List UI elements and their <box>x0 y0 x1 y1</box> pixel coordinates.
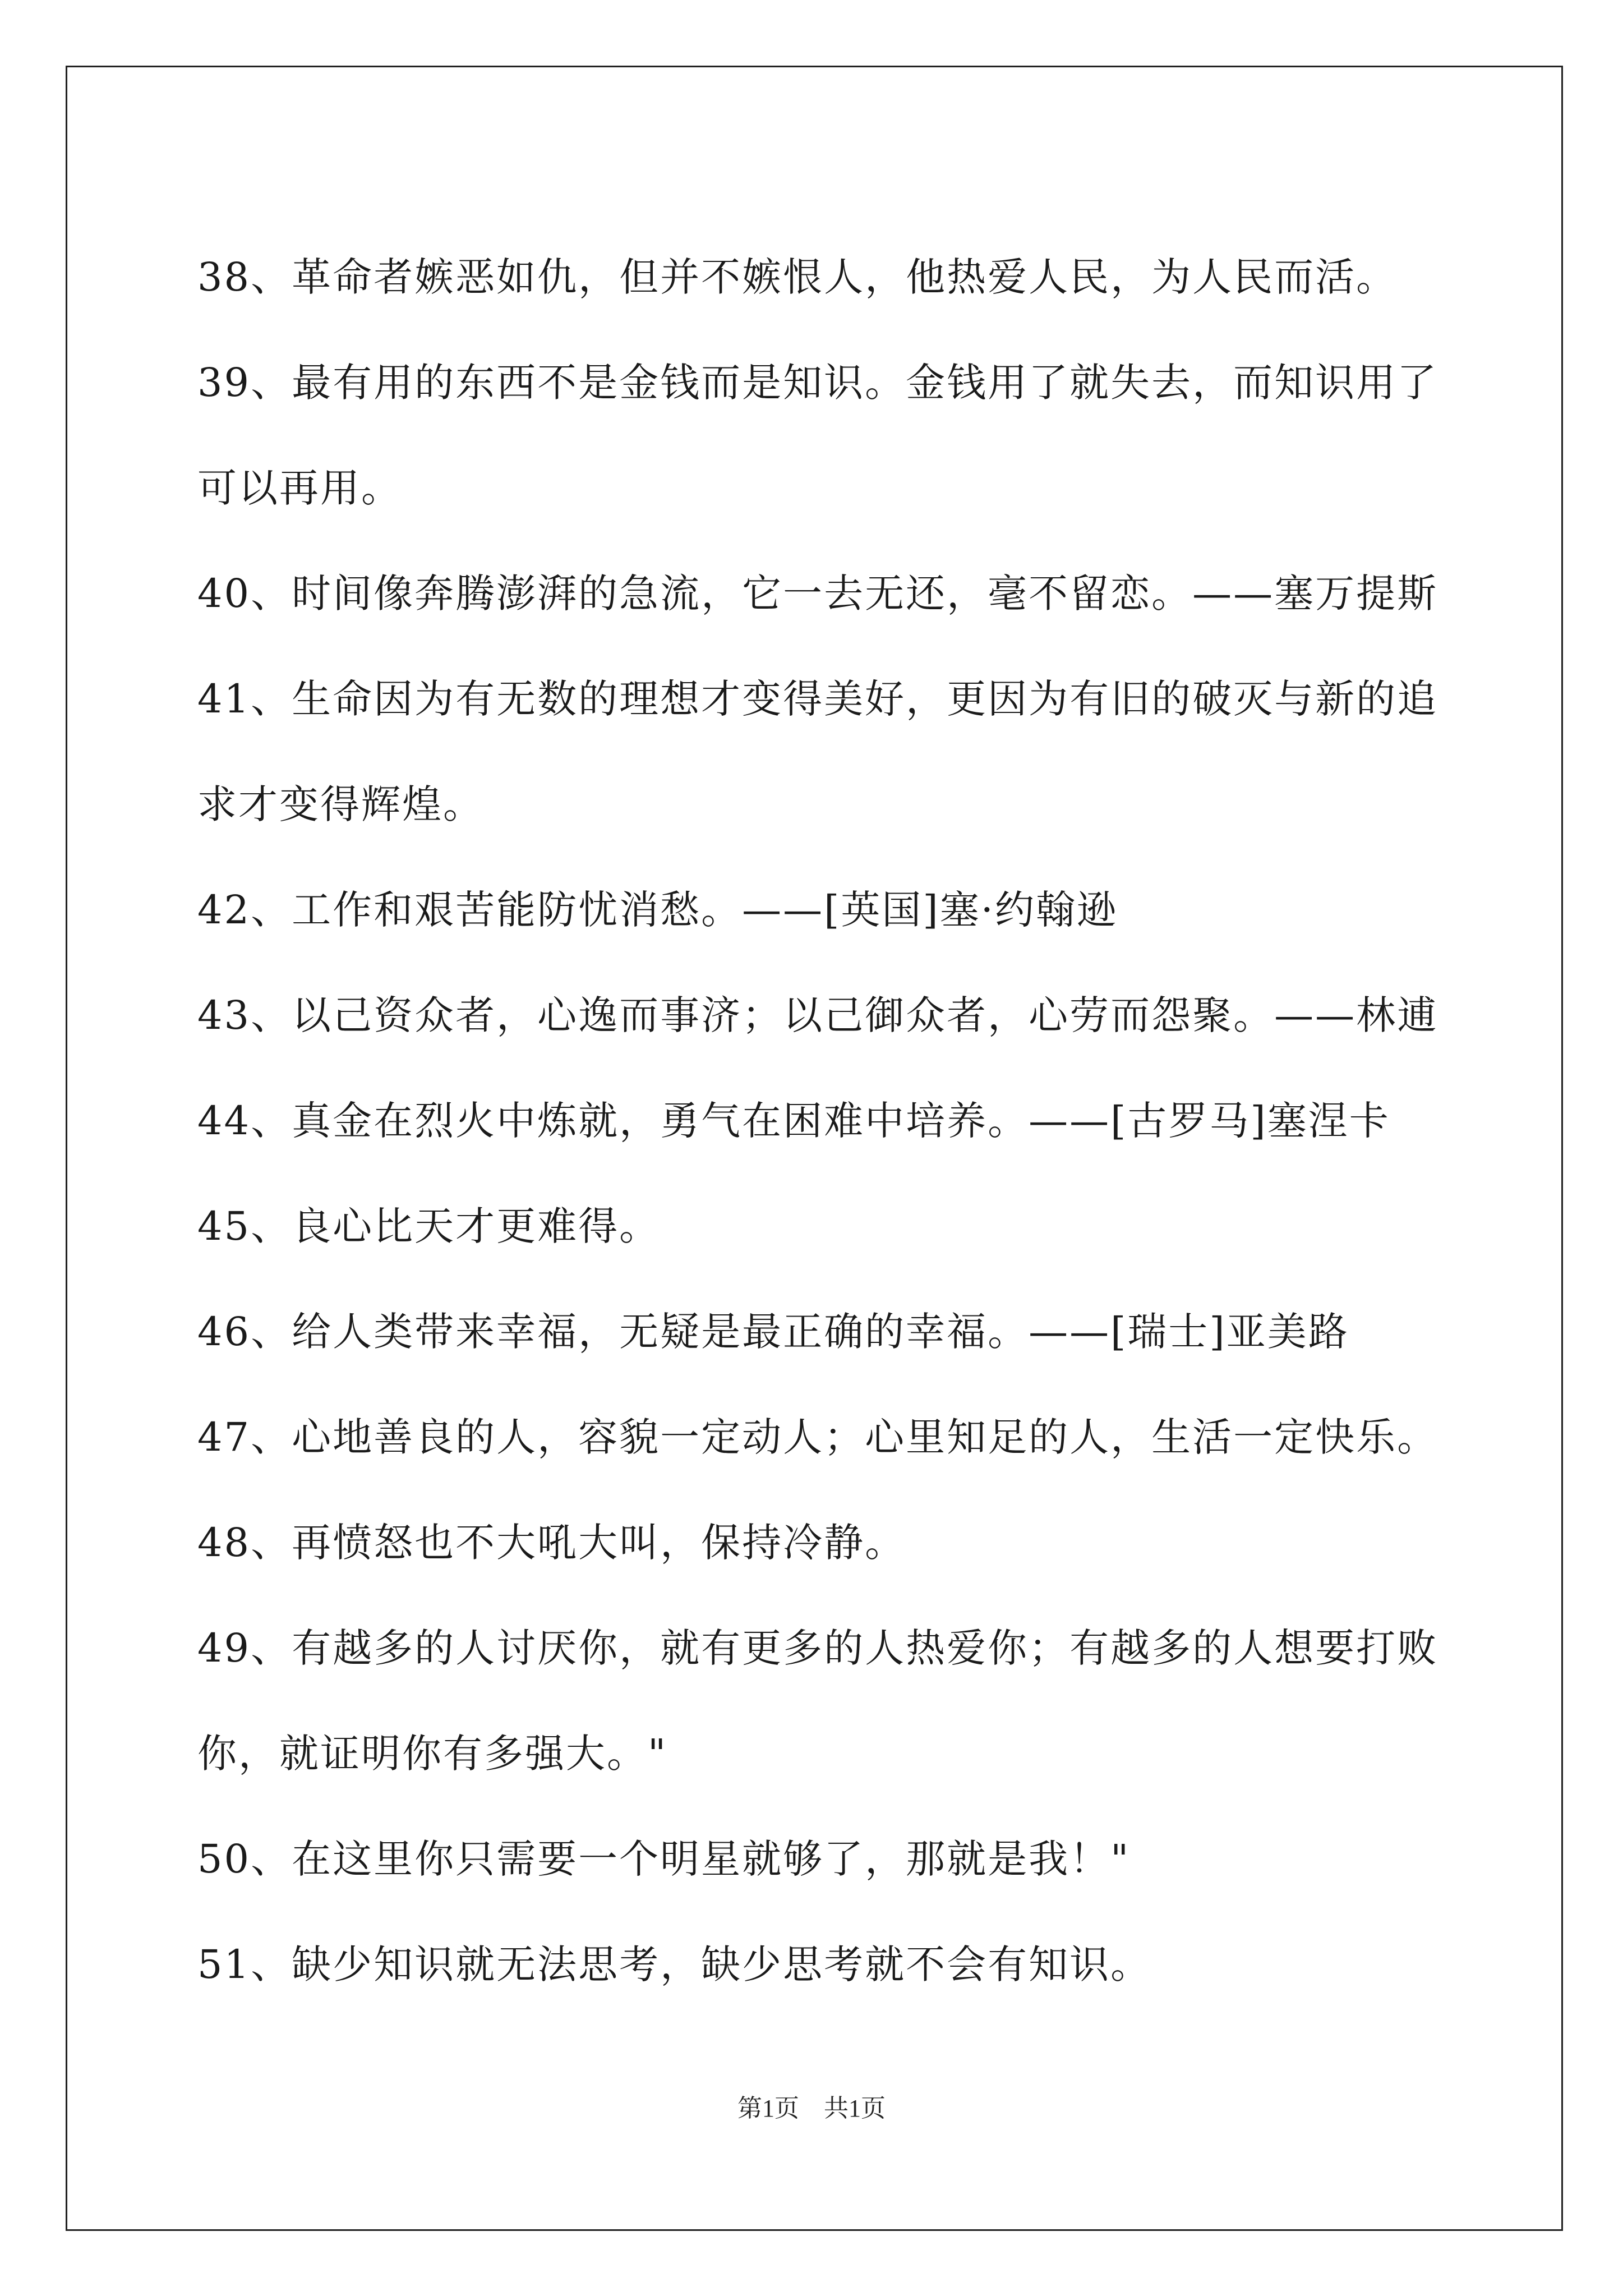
quote-paragraph-47: 47、心地善良的人，容貌一定动人；心里知足的人，生活一定快乐。 <box>197 1414 1438 1460</box>
quote-paragraph-46: 46、给人类带来幸福，无疑是最正确的幸福。——[瑞士]亚美路 <box>197 1309 1349 1355</box>
quote-paragraph-42: 42、工作和艰苦能防忧消愁。——[英国]塞·约翰逊 <box>197 887 1118 933</box>
quote-paragraph-48: 48、再愤怒也不大吼大叫，保持冷静。 <box>197 1520 906 1566</box>
quote-paragraph-49: 49、有越多的人讨厌你，就有更多的人热爱你；有越多的人想要打败你，就证明你有多强大。" <box>197 1625 1438 1777</box>
quote-paragraph-50: 50、在这里你只需要一个明星就够了，那就是我！" <box>197 1836 1131 1882</box>
quote-paragraph-43: 43、以己资众者，心逸而事济；以己御众者，心劳而怨聚。——林逋 <box>197 992 1438 1038</box>
document-body <box>197 224 1454 2017</box>
quote-paragraph-38: 38、革命者嫉恶如仇，但并不嫉恨人，他热爱人民，为人民而活。 <box>197 254 1398 300</box>
quote-paragraph-41: 41、生命因为有无数的理想才变得美好，更因为有旧的破灭与新的追求才变得辉煌。 <box>197 676 1438 827</box>
quote-paragraph-44: 44、真金在烈火中炼就，勇气在困难中培养。——[古罗马]塞涅卡 <box>197 1098 1390 1144</box>
quote-paragraph-39: 39、最有用的东西不是金钱而是知识。金钱用了就失去，而知识用了可以再用。 <box>197 360 1438 511</box>
quote-paragraph-40: 40、时间像奔腾澎湃的急流，它一去无还，毫不留恋。——塞万提斯 <box>197 570 1438 616</box>
page-footer: 第1页 共1页 <box>737 2095 886 2122</box>
quote-paragraph-45: 45、良心比天才更难得。 <box>197 1203 661 1249</box>
quote-paragraph-51: 51、缺少知识就无法思考，缺少思考就不会有知识。 <box>197 1941 1152 1987</box>
